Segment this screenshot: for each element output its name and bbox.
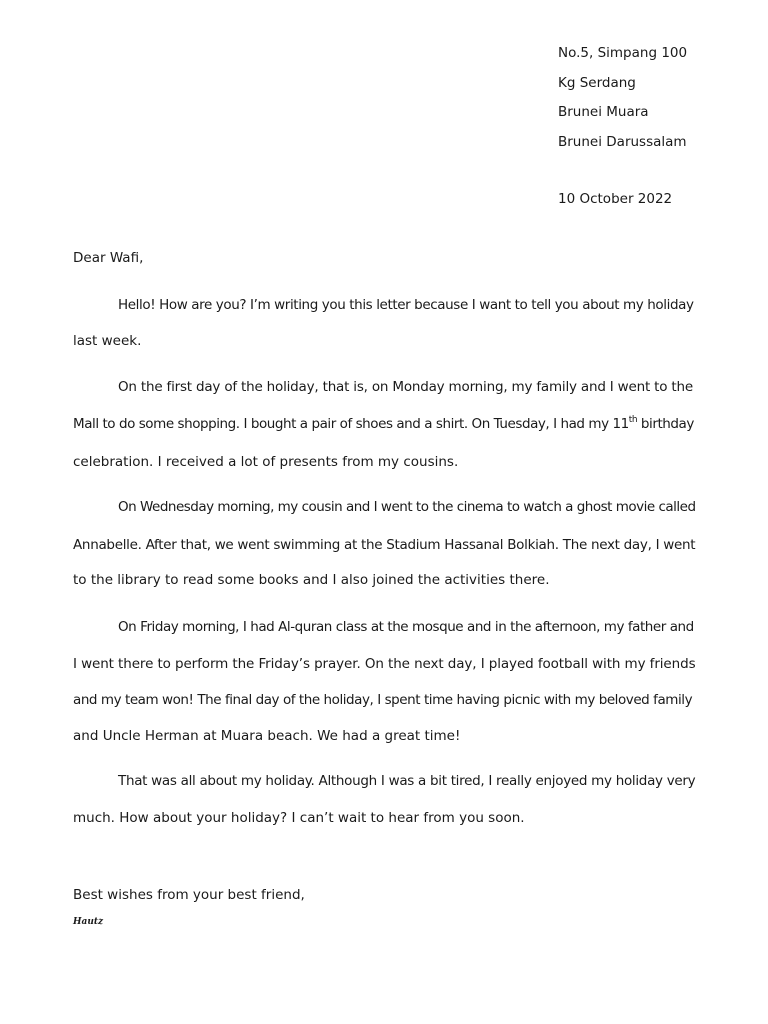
paragraph-2-text: birthday xyxy=(637,416,694,432)
paragraph-4-line: On Friday morning, I had Al-quran class at the mosque and in the afternoon, my father and xyxy=(118,619,694,635)
address-line: No.5, Simpang 100 xyxy=(558,45,688,61)
paragraph-2-line: On the first day of the holiday, that is, on Monday morning, my family and I went to the xyxy=(118,379,693,395)
salutation: Dear Wafi, xyxy=(73,250,144,266)
paragraph-4-line: and my team won! The final day of the holiday, I spent time having picnic with my beloved family xyxy=(73,692,693,708)
paragraph-2-line xyxy=(73,415,694,433)
ordinal-superscript: th xyxy=(628,415,638,425)
paragraph-5-line: much. How about your holiday? I can’t wait to hear from you soon. xyxy=(73,810,525,826)
sender-address xyxy=(558,44,758,162)
address-line: Brunei Muara xyxy=(558,104,649,120)
paragraph-3-line: to the library to read some books and I also joined the activities there. xyxy=(73,572,550,588)
paragraph-2-text: Mall to do some shopping. I bought a pair of shoes and a shirt. On Tuesday, I had my 11 xyxy=(73,416,629,432)
paragraph-3-line: Annabelle. After that, we went swimming at the Stadium Hassanal Bolkiah. The next day, I went xyxy=(73,537,696,553)
paragraph-4-line: and Uncle Herman at Muara beach. We had a great time! xyxy=(73,728,461,744)
paragraph-1-line: Hello! How are you? I’m writing you this letter because I want to tell you about my holiday xyxy=(118,297,694,313)
paragraph-3-line: On Wednesday morning, my cousin and I went to the cinema to watch a ghost movie called xyxy=(118,499,696,515)
address-line: Brunei Darussalam xyxy=(558,133,687,150)
paragraph-2-line: celebration. I received a lot of presents from my cousins. xyxy=(73,454,459,470)
closing-line: Best wishes from your best friend, xyxy=(73,887,305,903)
signature: Hautz xyxy=(73,917,104,927)
paragraph-4-line: I went there to perform the Friday’s prayer. On the next day, I played football with my friends xyxy=(73,656,696,672)
paragraph-1-line: last week. xyxy=(73,333,142,349)
address-line: Kg Serdang xyxy=(558,74,636,91)
letter-date: 10 October 2022 xyxy=(558,191,673,207)
paragraph-5-line: That was all about my holiday. Although I was a bit tired, I really enjoyed my holiday very xyxy=(118,773,696,789)
